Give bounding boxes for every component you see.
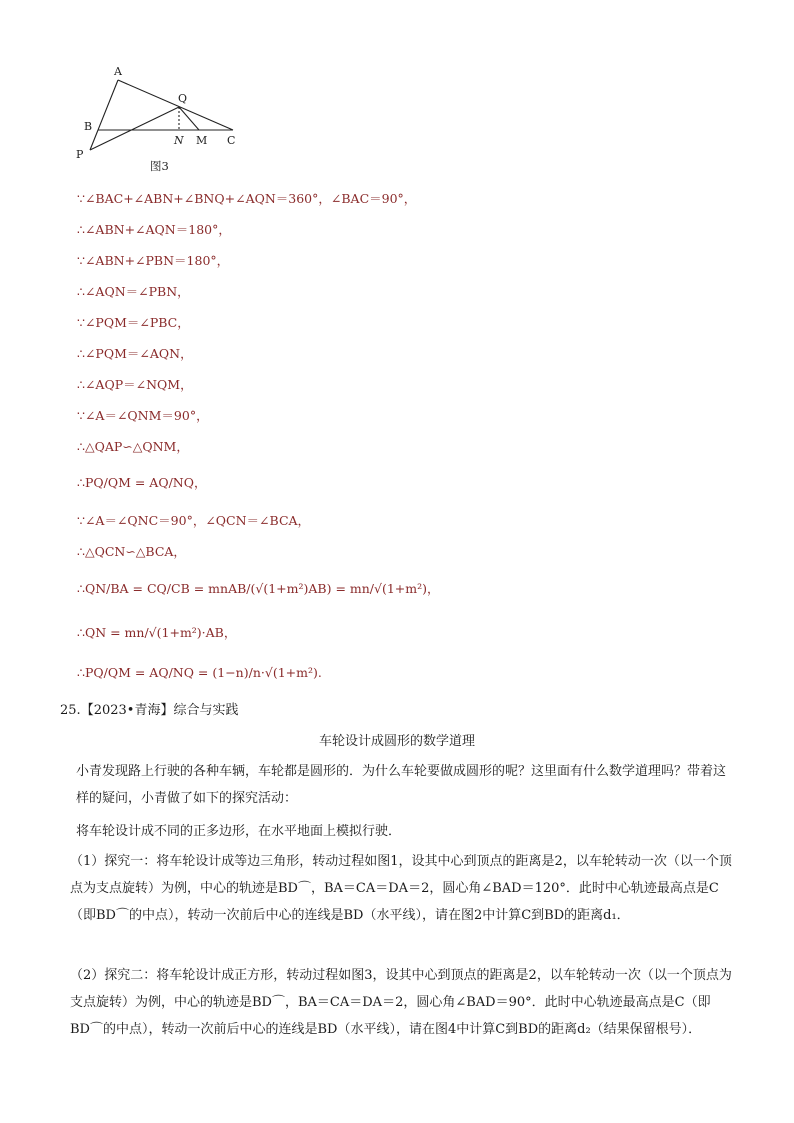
paragraph-2: 将车轮设计成不同的正多边形，在水平地面上模拟行驶． [76,824,402,839]
label-b: B [84,120,93,133]
segment-ac [118,80,233,130]
solution-line-9: ∴△QAP∽△QNM， [77,439,189,454]
label-a: A [114,65,122,78]
segment-ab [98,80,118,130]
segment-pq [90,107,179,150]
figure-caption: 图3 [150,159,169,173]
solution-line-14: ∴QN = mn/√(1+m²)·AB， [77,625,237,640]
solution-line-8: ∵∠A＝∠QNM＝90°， [77,408,209,423]
question-title: 车轮设计成圆形的数学道理 [318,734,475,749]
paragraph-1: 小青发现路上行驶的各种车辆，车轮都是圆形的．为什么车轮要做成圆形的呢？这里面有什么数学道理吗？带着这样的疑问，小青做了如下的探究活动： [76,764,727,806]
solution-line-15: ∴PQ/QM = AQ/NQ = (1−n)/n·√(1+m²). [77,665,322,680]
solution-line-13: ∴QN/BA = CQ/CB = mnAB/(√(1+m²)AB) = mn/√(1+m²)， [77,581,440,596]
solution-line-6: ∴∠PQM＝∠AQN， [77,346,193,361]
solution-line-1: ∵∠BAC+∠ABN+∠BNQ+∠AQN＝360°，∠BAC＝90°， [77,191,417,206]
geometry-figure-3 [70,58,250,178]
solution-line-2: ∴∠ABN+∠AQN＝180°， [77,222,231,237]
part-1: （1）探究一：将车轮设计成等边三角形，转动过程如图1，设其中心到顶点的距离是2，以车轮转动一次（以一个顶点为支点旋转）为例，中心的轨迹是BD⌒，BA＝CA＝DA＝2，圆心角∠BAD＝120°．此时中心轨迹最高点是C（即BD⌒的中点），转动一次前后中心的连线是BD（水平线），请在图2中计算C到BD的距离d₁． [70,854,732,923]
solution-line-3: ∵∠ABN+∠PBN＝180°， [77,253,230,268]
question-number: 25. [60,703,81,718]
label-n: N [174,134,184,147]
label-m: M [196,134,208,147]
solution-line-4: ∴∠AQN＝∠PBN， [77,284,190,299]
label-c: C [227,134,236,147]
solution-line-5: ∵∠PQM＝∠PBC， [77,315,190,330]
label-q: Q [178,92,188,105]
part-2: （2）探究二：将车轮设计成正方形，转动过程如图3，设其中心到顶点的距离是2，以车轮转动一次（以一个顶点为支点旋转）为例，中心的轨迹是BD⌒，BA＝CA＝DA＝2，圆心角∠BAD＝90°．此时中心轨迹最高点是C（即BD⌒的中点），转动一次前后中心的连线是BD（水平线），请在图4中计算C到BD的距离d₂（结果保留根号）． [70,968,732,1037]
question-header [60,701,238,721]
question-source: 【2023•青海】综合与实践 [80,703,239,718]
solution-line-11: ∵∠A＝∠QNC＝90°，∠QCN＝∠BCA， [77,513,311,528]
solution-line-10: ∴PQ/QM = AQ/NQ， [77,475,207,490]
solution-line-12: ∴△QCN∽△BCA， [77,544,186,559]
solution-line-7: ∴∠AQP＝∠NQM， [77,377,193,392]
label-p: P [76,148,84,161]
